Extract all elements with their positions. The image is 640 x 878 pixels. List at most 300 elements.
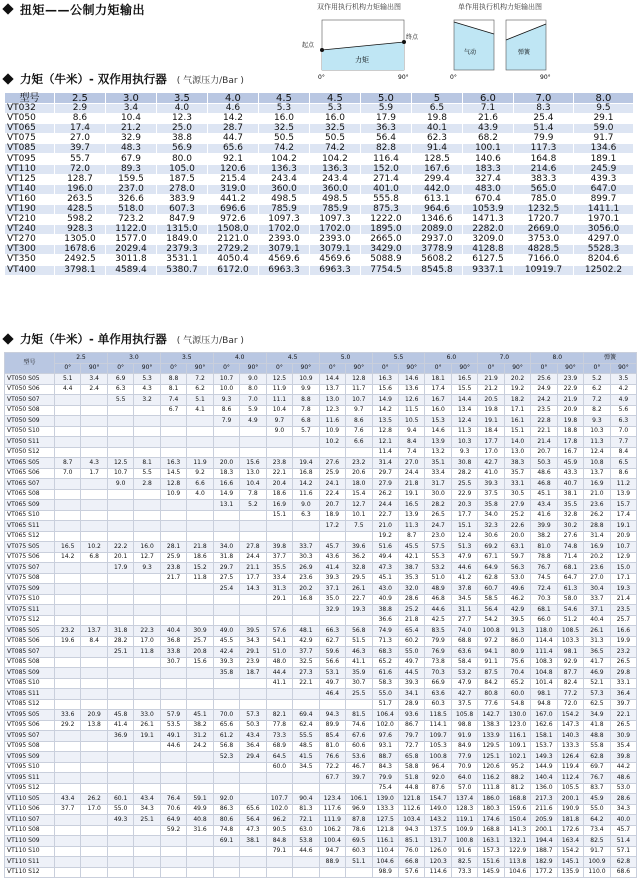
torque-cell: 21.0 (372, 521, 398, 532)
torque-cell: 15.0 (610, 563, 636, 574)
torque-cell (346, 531, 372, 542)
torque-cell: 12.7 (346, 500, 372, 511)
torque-cell (187, 678, 213, 689)
torque-cell (160, 668, 186, 679)
pressure-column-header: 6.0 (425, 353, 478, 364)
torque-cell: 23.0 (425, 531, 451, 542)
torque-cell (187, 752, 213, 763)
torque-cell (81, 857, 107, 868)
torque-cell: 10.7 (610, 542, 636, 553)
torque-cell: 35.5 (266, 563, 292, 574)
torque-cell: 42.9 (504, 605, 530, 616)
torque-cell (81, 815, 107, 826)
torque-cell: 29.2 (55, 720, 81, 731)
torque-cell: 22.1 (531, 426, 557, 437)
torque-cell: 60.0 (504, 689, 530, 700)
model-cell: VT095 S10 (5, 762, 55, 773)
torque-cell: 69.1 (213, 836, 239, 847)
torque-cell: 20.2 (504, 374, 530, 385)
torque-cell: 145.9 (478, 867, 504, 878)
torque-cell: 38.1 (240, 836, 266, 847)
torque-cell: 28.1 (160, 542, 186, 553)
pressure-column-header: 5.0 (319, 353, 372, 364)
table-row (5, 804, 637, 815)
table-row (5, 668, 637, 679)
torque-cell: 45.1 (372, 573, 398, 584)
air-area (454, 22, 494, 70)
torque-cell: 70.9 (451, 762, 477, 773)
torque-cell: 1720.7 (513, 215, 573, 225)
torque-cell: 53.5 (160, 720, 186, 731)
model-cell: VT075 S11 (5, 605, 55, 616)
torque-cell: 18.6 (187, 552, 213, 563)
torque-cell: 5.5 (107, 395, 133, 406)
torque-cell: 8.8 (160, 374, 186, 385)
torque-cell (55, 762, 81, 773)
torque-cell (160, 752, 186, 763)
torque-cell: 44.2 (610, 762, 636, 773)
torque-cell (134, 689, 160, 700)
torque-cell: 114.1 (425, 720, 451, 731)
torque-cell: 23.5 (531, 405, 557, 416)
torque-cell: 186.0 (478, 794, 504, 805)
torque-cell: 47.9 (451, 678, 477, 689)
torque-cell: 14.3 (240, 584, 266, 595)
torque-cell: 15.6 (240, 458, 266, 469)
torque-cell: 38.8 (372, 605, 398, 616)
torque-cell (266, 773, 292, 784)
torque-cell: 8.7 (55, 458, 81, 469)
model-cell: VT085 S06 (5, 636, 55, 647)
torque-cell: 60.3 (425, 699, 451, 710)
table-row (5, 773, 637, 784)
torque-cell (266, 857, 292, 868)
table-row (5, 447, 637, 458)
torque-cell: 18.4 (478, 426, 504, 437)
torque-cell: 1678.6 (54, 245, 105, 255)
model-cell: VT350 (5, 255, 55, 265)
torque-cell: 100.8 (451, 836, 477, 847)
torque-cell (81, 657, 107, 668)
torque-cell: 111.4 (531, 647, 557, 658)
torque-cell: 326.6 (105, 194, 156, 204)
torque-cell: 29.5 (346, 573, 372, 584)
torque-cell: 21.4 (610, 594, 636, 605)
table-row (5, 678, 637, 689)
torque-cell: 86.0 (504, 636, 530, 647)
torque-cell: 14.4 (319, 374, 345, 385)
torque-cell: 58.4 (451, 657, 477, 668)
torque-cell (134, 605, 160, 616)
torque-cell: 19.2 (504, 384, 530, 395)
torque-cell: 33.8 (160, 647, 186, 658)
torque-cell: 51.6 (372, 542, 398, 553)
model-cell: VT160 (5, 194, 55, 204)
torque-cell: 10.7 (346, 395, 372, 406)
torque-cell: 299.4 (411, 174, 462, 184)
model-column-header: 型号 (5, 353, 55, 374)
torque-cell (187, 867, 213, 878)
torque-cell: 26.2 (584, 510, 610, 521)
torque-cell: 17.7 (451, 510, 477, 521)
torque-cell: 7.4 (160, 395, 186, 406)
torque-cell: 27.3 (293, 668, 319, 679)
model-cell: VT110 S05 (5, 794, 55, 805)
torque-cell: 96.2 (266, 815, 292, 826)
torque-cell (346, 699, 372, 710)
torque-cell: 28.6 (610, 794, 636, 805)
torque-cell: 112.4 (557, 773, 583, 784)
torque-cell (55, 867, 81, 878)
torque-cell: 21.0 (584, 489, 610, 500)
torque-cell: 23.9 (240, 657, 266, 668)
torque-cell: 74.2 (258, 144, 309, 154)
torque-cell: 565.0 (513, 184, 573, 194)
torque-cell: 17.8 (557, 437, 583, 448)
torque-cell (319, 867, 345, 878)
torque-cell: 133.9 (478, 731, 504, 742)
torque-cell: 1122.0 (105, 225, 156, 235)
torque-cell: 60.1 (107, 794, 133, 805)
torque-cell (55, 437, 81, 448)
model-cell: VT050 S11 (5, 437, 55, 448)
section-double-header (4, 71, 244, 87)
torque-cell: 62.8 (584, 752, 610, 763)
torque-cell (55, 594, 81, 605)
torque-cell: 17.4 (425, 384, 451, 395)
torque-cell (55, 500, 81, 511)
torque-cell (134, 500, 160, 511)
angle-subheader: 90° (346, 363, 372, 374)
torque-cell: 19.3 (346, 605, 372, 616)
torque-area-label: 力矩 (355, 56, 369, 64)
torque-cell (107, 615, 133, 626)
torque-cell: 785.9 (309, 204, 360, 214)
torque-cell: 28.9 (398, 699, 424, 710)
torque-cell: 29.1 (573, 114, 633, 124)
torque-cell: 100.9 (584, 857, 610, 868)
model-cell: VT110 S07 (5, 815, 55, 826)
torque-cell: 16.0 (309, 114, 360, 124)
torque-cell: 50.3 (531, 458, 557, 469)
torque-cell (213, 678, 239, 689)
torque-cell: 847.9 (156, 215, 207, 225)
torque-cell: 53.0 (610, 783, 636, 794)
torque-cell: 94.7 (319, 846, 345, 857)
torque-cell: 149.3 (531, 752, 557, 763)
torque-cell: 1222.0 (360, 215, 411, 225)
torque-cell: 94.3 (319, 710, 345, 721)
torque-cell (81, 752, 107, 763)
torque-cell (160, 510, 186, 521)
torque-cell (213, 521, 239, 532)
torque-cell: 88.2 (504, 773, 530, 784)
torque-cell: 4.0 (156, 104, 207, 114)
torque-cell (55, 573, 81, 584)
model-cell: VT065 S06 (5, 468, 55, 479)
torque-cell: 18.9 (319, 510, 345, 521)
torque-cell: 35.7 (504, 468, 530, 479)
torque-cell: 44.5 (398, 668, 424, 679)
torque-cell (55, 479, 81, 490)
torque-cell: 77.6 (478, 699, 504, 710)
torque-cell: 39.5 (504, 615, 530, 626)
torque-cell: 140.6 (462, 154, 513, 164)
torque-cell: 5.2 (584, 374, 610, 385)
table-row (5, 164, 634, 174)
torque-cell: 5528.3 (573, 245, 633, 255)
angle-subheader: 0° (319, 363, 345, 374)
torque-cell (134, 825, 160, 836)
torque-cell: 319.0 (207, 184, 258, 194)
angle-subheader: 0° (160, 363, 186, 374)
torque-cell: 22.6 (504, 521, 530, 532)
torque-cell: 24.2 (531, 395, 557, 406)
torque-cell (107, 752, 133, 763)
torque-cell: 16.8 (293, 468, 319, 479)
torque-cell (240, 846, 266, 857)
torque-cell (55, 678, 81, 689)
torque-cell: 95.2 (504, 762, 530, 773)
torque-cell (160, 836, 186, 847)
torque-cell: 20.2 (293, 584, 319, 595)
torque-cell: 45.1 (187, 710, 213, 721)
torque-cell: 13.9 (398, 510, 424, 521)
torque-cell: 55.0 (372, 689, 398, 700)
torque-cell: 27.8 (240, 542, 266, 553)
table-row (5, 699, 637, 710)
torque-cell: 32.3 (478, 521, 504, 532)
torque-cell: 129.5 (478, 741, 504, 752)
pressure-column-header: 5.5 (372, 353, 425, 364)
torque-cell: 33.7 (584, 594, 610, 605)
torque-cell: 32.9 (105, 134, 156, 144)
torque-cell: 82.5 (451, 857, 477, 868)
torque-cell: 17.1 (504, 405, 530, 416)
torque-cell: 59.6 (319, 647, 345, 658)
torque-cell (81, 416, 107, 427)
torque-cell: 65.6 (207, 144, 258, 154)
torque-cell: 27.7 (451, 615, 477, 626)
table-row (5, 416, 637, 427)
torque-cell: 159.6 (504, 804, 530, 815)
torque-cell: 11.3 (584, 437, 610, 448)
torque-cell: 31.7 (425, 479, 451, 490)
torque-cell: 14.2 (55, 552, 81, 563)
torque-cell: 45.8 (107, 710, 133, 721)
torque-cell: 56.8 (346, 626, 372, 637)
torque-cell: 53.2 (451, 668, 477, 679)
torque-cell (187, 531, 213, 542)
torque-cell: 22.8 (531, 416, 557, 427)
torque-cell: 78.8 (531, 552, 557, 563)
torque-cell: 93.6 (398, 710, 424, 721)
torque-cell: 13.7 (584, 468, 610, 479)
torque-cell (213, 594, 239, 605)
torque-cell (134, 416, 160, 427)
torque-cell: 11.3 (398, 521, 424, 532)
torque-cell: 2393.0 (258, 235, 309, 245)
table-row (5, 846, 637, 857)
torque-cell: 111.9 (319, 815, 345, 826)
torque-cell: 29.1 (240, 647, 266, 658)
torque-cell: 63.1 (504, 542, 530, 553)
torque-cell (134, 594, 160, 605)
torque-cell: 2029.4 (105, 245, 156, 255)
torque-cell: 79.9 (425, 636, 451, 647)
torque-cell: 80.9 (504, 647, 530, 658)
torque-cell: 91.7 (573, 134, 633, 144)
torque-cell: 63.6 (451, 647, 477, 658)
model-cell: VT085 S11 (5, 689, 55, 700)
torque-cell: 28.2 (107, 636, 133, 647)
torque-cell: 87.5 (478, 668, 504, 679)
torque-cell: 68.3 (372, 647, 398, 658)
torque-cell: 6.2 (584, 384, 610, 395)
torque-cell: 44.6 (451, 563, 477, 574)
torque-cell: 88.7 (372, 752, 398, 763)
torque-cell: 1346.6 (411, 215, 462, 225)
model-cell: VT085 S08 (5, 657, 55, 668)
torque-cell: 49.1 (160, 731, 186, 742)
torque-cell: 88.9 (319, 857, 345, 868)
torque-cell: 136.3 (258, 164, 309, 174)
torque-cell: 94.3 (398, 825, 424, 836)
torque-cell (160, 426, 186, 437)
torque-cell: 89.9 (319, 720, 345, 731)
torque-cell: 80.6 (213, 815, 239, 826)
table-row (5, 437, 637, 448)
air-area-label: 气动 (464, 49, 477, 56)
torque-cell: 12.6 (398, 395, 424, 406)
torque-cell: 51.0 (425, 573, 451, 584)
torque-cell: 4569.6 (258, 255, 309, 265)
torque-cell: 8.2 (584, 405, 610, 416)
torque-cell (107, 447, 133, 458)
torque-cell: 36.9 (107, 731, 133, 742)
torque-cell (134, 447, 160, 458)
torque-cell: 2492.5 (54, 255, 105, 265)
torque-cell: 5.3 (258, 104, 309, 114)
single-acting-chart (430, 2, 570, 88)
table-row (5, 144, 634, 154)
torque-cell: 8.3 (513, 104, 573, 114)
torque-cell: 10.2 (81, 542, 107, 553)
torque-cell (55, 846, 81, 857)
torque-cell: 31.1 (451, 605, 477, 616)
torque-cell: 10.4 (266, 405, 292, 416)
torque-cell: 64.7 (557, 573, 583, 584)
torque-cell: 6963.3 (258, 265, 309, 275)
torque-cell (293, 447, 319, 458)
torque-cell: 58.5 (478, 594, 504, 605)
torque-cell: 39.7 (610, 699, 636, 710)
torque-cell: 133.3 (372, 804, 398, 815)
torque-cell: 76.7 (531, 563, 557, 574)
spring-area-label: 弹簧 (518, 49, 531, 56)
torque-cell: 9.0 (293, 500, 319, 511)
torque-cell: 40.4 (160, 626, 186, 637)
torque-cell: 62.3 (411, 134, 462, 144)
torque-cell: 43.4 (55, 794, 81, 805)
torque-cell: 17.0 (134, 636, 160, 647)
torque-cell: 36.3 (360, 124, 411, 134)
torque-cell: 51.0 (266, 647, 292, 658)
model-cell: VT085 S07 (5, 647, 55, 658)
torque-cell: 33.7 (293, 542, 319, 553)
torque-cell: 83.5 (425, 626, 451, 637)
torque-cell: 20.8 (187, 647, 213, 658)
torque-cell: 10.0 (213, 384, 239, 395)
torque-cell: 60.2 (398, 636, 424, 647)
torque-cell (107, 836, 133, 847)
torque-cell: 12.8 (372, 426, 398, 437)
torque-cell: 58.8 (398, 762, 424, 773)
torque-cell: 174.6 (478, 815, 504, 826)
torque-cell: 54.8 (504, 699, 530, 710)
torque-cell: 188.7 (531, 846, 557, 857)
torque-cell (81, 836, 107, 847)
torque-cell (187, 773, 213, 784)
torque-cell: 30.2 (557, 521, 583, 532)
torque-cell: 143.2 (425, 815, 451, 826)
torque-cell (55, 531, 81, 542)
torque-cell: 31.8 (213, 552, 239, 563)
torque-cell: 9.5 (573, 104, 633, 114)
torque-cell: 2665.0 (360, 235, 411, 245)
torque-cell: 19.1 (398, 489, 424, 500)
torque-cell: 21.7 (160, 573, 186, 584)
model-cell: VT110 S08 (5, 825, 55, 836)
torque-cell: 16.6 (610, 626, 636, 637)
torque-cell: 32.8 (557, 510, 583, 521)
torque-cell: 51.3 (451, 542, 477, 553)
torque-cell (81, 489, 107, 500)
torque-cell (81, 647, 107, 658)
torque-cell: 79.9 (372, 773, 398, 784)
torque-cell (293, 437, 319, 448)
torque-cell: 126.4 (557, 752, 583, 763)
torque-cell: 106.4 (372, 710, 398, 721)
torque-cell: 32.9 (319, 605, 345, 616)
torque-cell: 74.8 (213, 825, 239, 836)
bullet-diamond-icon (2, 73, 13, 84)
torque-cell (134, 699, 160, 710)
table-row (5, 124, 634, 134)
torque-cell: 25.7 (187, 636, 213, 647)
torque-cell: 30.4 (584, 584, 610, 595)
torque-cell: 71.4 (557, 552, 583, 563)
torque-cell: 7166.0 (513, 255, 573, 265)
torque-cell: 26.1 (346, 584, 372, 595)
torque-cell: 15.4 (346, 489, 372, 500)
table-row (5, 489, 637, 500)
torque-cell: 84.9 (451, 741, 477, 752)
torque-cell: 100.8 (478, 626, 504, 637)
torque-cell (240, 594, 266, 605)
torque-cell: 3079.1 (258, 245, 309, 255)
torque-cell: 21.1 (240, 563, 266, 574)
model-cell: VT075 S07 (5, 563, 55, 574)
torque-cell: 61.3 (557, 584, 583, 595)
torque-cell: 12.4 (584, 447, 610, 458)
torque-cell: 16.5 (451, 374, 477, 385)
torque-cell: 19.9 (610, 636, 636, 647)
torque-cell: 22.2 (107, 542, 133, 553)
torque-cell: 6.2 (187, 384, 213, 395)
torque-cell: 1471.3 (462, 215, 513, 225)
torque-cell: 61.6 (372, 668, 398, 679)
